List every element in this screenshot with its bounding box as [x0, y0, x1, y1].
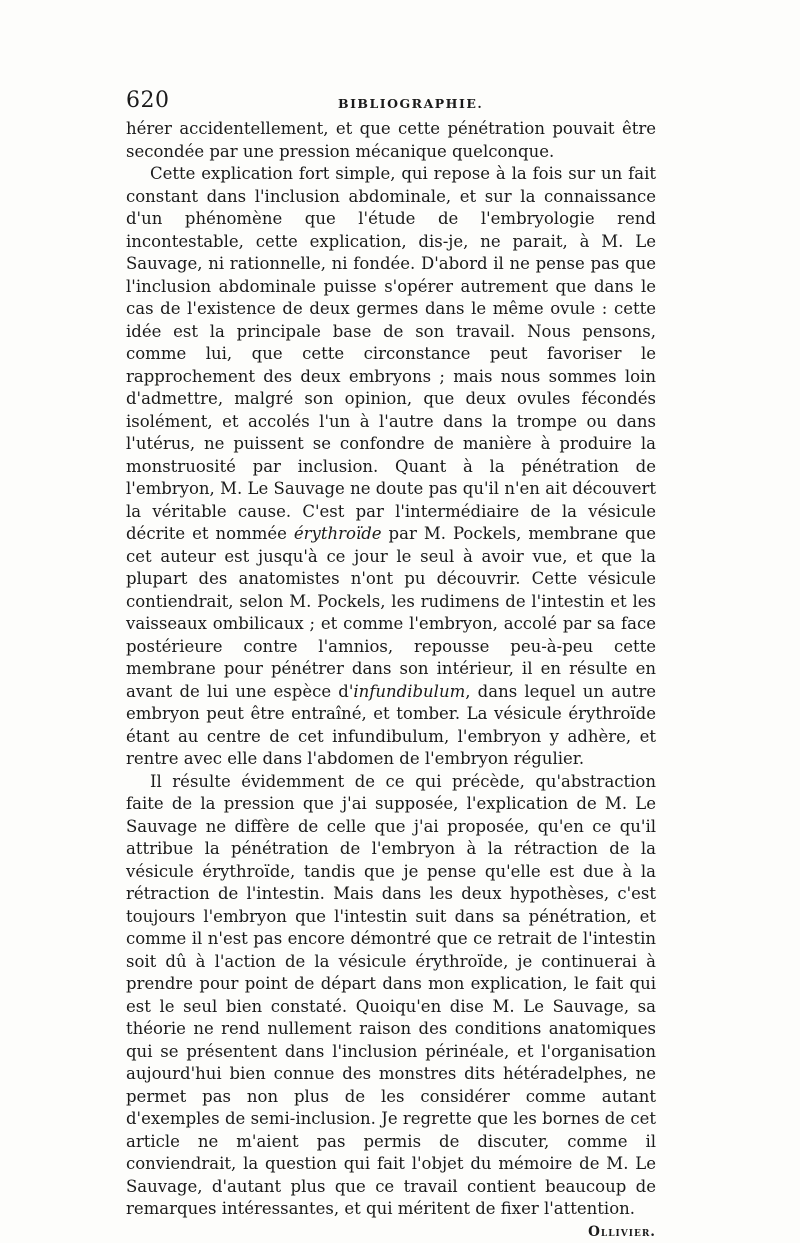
- page-header: [126, 88, 656, 118]
- term-infundibulum: infundibulum: [353, 682, 465, 701]
- author-signature: Ollivier.: [564, 1221, 656, 1243]
- page-number: 620: [126, 88, 170, 113]
- body-text: [126, 118, 656, 1221]
- book-page: [126, 88, 656, 1243]
- running-title: BIBLIOGRAPHIE.: [338, 96, 483, 111]
- paragraph-explanation: Cette explication fort simple, qui repose à la fois sur un fait constant dans l'inclusion abdominale, et sur la connaissance d'un phénomène que l'étude de l'embryologie rend incontestable, cette explication, dis-je, ne parait, à M. Le Sauvage, ni rationnelle, ni fondée. D'abord il ne pense pas que l'inclusion abdominale puisse s'opérer autrement que dans le cas de l'existence de deux germes dans le même ovule : cette idée est la principale base de son travail. Nous pensons, comme lui, que cette circonstance peut favoriser le rapprochement des deux embryons ; mais nous sommes loin d'admettre, malgré son opinion, que deux ovules fécondés isolément, et accolés l'un à l'autre dans la trompe ou dans l'utérus, ne puissent se confondre de manière à produire la monstruosité par inclusion. Quant à la pénétration de l'embryon, M. Le Sauvage ne doute pas qu'il n'en ait découvert la véritable cause. C'est par l'intermédiaire de la vésicule décrite et nommée érythroïde par M. Pockels, membrane que cet auteur est jusqu'à ce jour le seul à avoir vue, et que la plupart des anatomistes n'ont pu découvrir. Cette vésicule contiendrait, selon M. Pockels, les rudimens de l'intestin et les vaisseaux ombilicaux ; et comme l'embryon, accolé par sa face postérieure contre l'amnios, repousse peu-à-peu cette membrane pour pénétrer dans son intérieur, il en résulte en avant de lui une espèce d'infundibulum, dans lequel un autre embryon peut être entraîné, et tomber. La vésicule érythroïde étant au centre de cet infundibulum, l'embryon y adhère, et rentre avec elle dans l'abdomen de l'embryon régulier.: [126, 163, 656, 771]
- term-erythroide: érythroïde: [294, 524, 382, 543]
- paragraph-continuation: hérer accidentellement, et que cette pénétration pouvait être secondée par une pression mécanique quelconque.: [126, 118, 656, 163]
- paragraph-conclusion: Il résulte évidemment de ce qui précède, qu'abstraction faite de la pression que j'ai supposée, l'explication de M. Le Sauvage ne diffère de celle que j'ai proposée, qu'en ce qu'il attribue la pénétration de l'embryon à la rétraction de la vésicule érythroïde, tandis que je pense qu'elle est due à la rétraction de l'intestin. Mais dans les deux hypothèses, c'est toujours l'embryon que l'intestin suit dans sa pénétration, et comme il n'est pas encore démontré que ce retrait de l'intestin soit dû à l'action de la vésicule érythroïde, je continuerai à prendre pour point de départ dans mon explication, le fait qui est le seul bien constaté. Quoiqu'en dise M. Le Sauvage, sa théorie ne rend nullement raison des conditions anatomiques qui se présentent dans l'inclusion périnéale, et l'organisation aujourd'hui bien connue des monstres dits hétéradelphes, ne permet pas non plus de les considérer comme autant d'exemples de semi-inclusion. Je regrette que les bornes de cet article ne m'aient pas permis de discuter, comme il conviendrait, la question qui fait l'objet du mémoire de M. Le Sauvage, d'autant plus que ce travail contient beaucoup de remarques intéressantes, et qui méritent de fixer l'attention. Ollivier.: [126, 771, 656, 1221]
